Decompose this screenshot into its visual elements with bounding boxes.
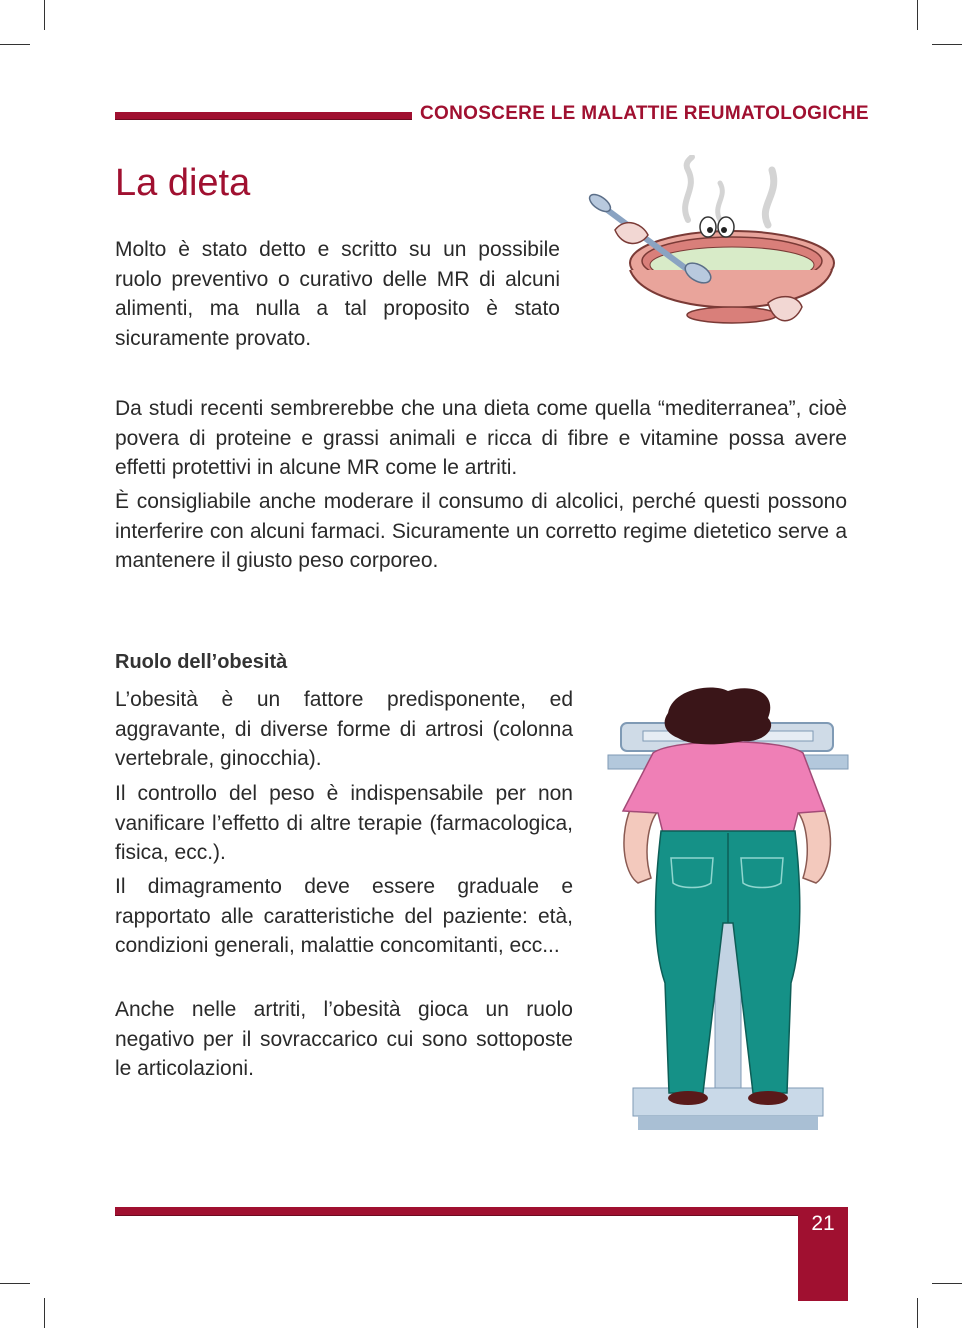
crop-mark (917, 0, 918, 30)
obesity-paragraph: Il dimagramento deve essere graduale e rapportato alle caratteristiche del paziente: età, condizioni generali, malattie concomitanti, ecc... (115, 875, 573, 957)
footer-rule (115, 1207, 798, 1215)
page-number: 21 (811, 1212, 835, 1235)
soup-bowl-illustration (580, 155, 840, 335)
crop-mark (932, 44, 962, 45)
crop-mark (0, 1283, 30, 1284)
crop-mark (917, 1298, 918, 1328)
page-number-box (798, 1207, 848, 1301)
body-paragraph: Da studi recenti sembrerebbe che una dieta come quella “mediterranea”, cioè povera di proteine e grassi animali e ricca di fibre e vitamine possa avere effetti protettivi in alcune MR come le artriti. (115, 397, 847, 479)
body-paragraph: È consigliabile anche moderare il consumo di alcolici, perché questi possono interferire con alcuni farmaci. Sicuramente un corretto regime dietetico serve a mantenere il giusto peso corporeo. (115, 490, 847, 572)
crop-mark (0, 44, 30, 45)
intro-paragraph: Molto è stato detto e scritto su un possibile ruolo preventivo o curativo delle MR di alcuni alimenti, ma nulla a tal proposito è stato sicuramente provato. (115, 238, 560, 350)
section-heading: Ruolo dell’obesità (115, 651, 288, 673)
page-title: La dieta (115, 162, 251, 204)
obesity-paragraph: Il controllo del peso è indispensabile per non vanificare l’effetto di altre terapie (farmacologica, fisica, ecc.). (115, 782, 573, 864)
person-on-scale-illustration (603, 683, 853, 1133)
header-rule (115, 112, 412, 119)
crop-mark (44, 1298, 45, 1328)
obesity-paragraph: Anche nelle artriti, l’obesità gioca un ruolo negativo per il sovraccarico cui sono sottoposte le articolazioni. (115, 998, 573, 1080)
crop-mark (932, 1283, 962, 1284)
obesity-paragraph: L’obesità è un fattore predisponente, ed aggravante, di diverse forme di artrosi (colonna vertebrale, ginocchia). (115, 688, 573, 770)
crop-mark (44, 0, 45, 30)
section-title: CONOSCERE LE MALATTIE REUMATOLOGICHE (420, 103, 869, 124)
